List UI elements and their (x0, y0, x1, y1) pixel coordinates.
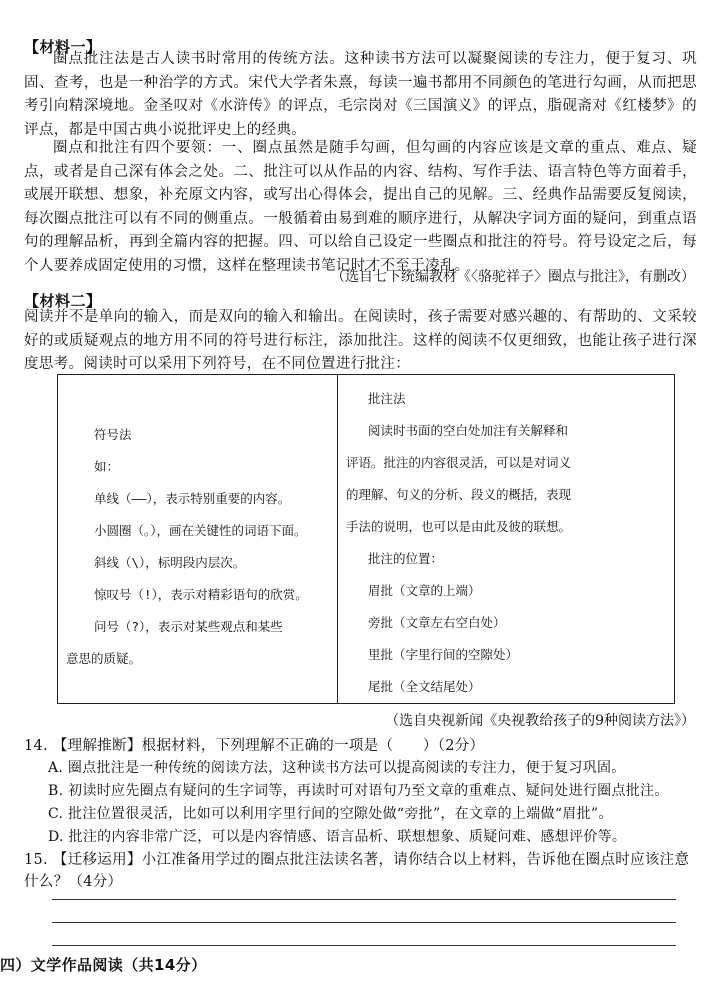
symbol-item: 问号（?），表示对某些观点和某些 (94, 619, 283, 634)
annotation-desc-line: 的理解、句义的分析、段义的概括，表现 (346, 487, 572, 502)
annotation-position-item: 尾批（全文结尾处） (368, 679, 481, 694)
annotation-position-item: 里批（字里行间的空隙处） (368, 647, 519, 662)
symbol-item: 小圆圈（。），画在关键性的词语下面。 (94, 523, 307, 538)
annotation-desc-line: 阅读时书面的空白处加注有关解释和 (368, 423, 569, 438)
answer-line[interactable] (52, 945, 676, 946)
annotation-desc-line: 手法的说明，也可以是由此及彼的联想。 (346, 519, 572, 534)
material2-source: （选自央视新闻《央视教给孩子的9种阅读方法》） (385, 713, 695, 729)
annotation-method-title: 批注法 (368, 391, 406, 406)
annotation-position-item: 眉批（文章的上端） (368, 583, 481, 598)
question-14-option-b[interactable]: B. 初读时应先圈点有疑问的生字词等，再读时可对语句乃至文章的重难点、疑问处进行圈点批注。 (48, 783, 669, 799)
material2-para: 阅读并不是单向的输入，而是双向的输入和输出。在阅读时，孩子需要对感兴趣的、有帮助的、文采较好的或质疑观点的地方用不同的符号进行标注，添加批注。这样的阅读不仅更细致，也能让孩子进行深度思考。阅读时可以采用下列符号，在不同位置进行批注： (24, 309, 697, 373)
material2-heading: 【材料二】 (24, 292, 102, 310)
material1-source: （选自七下统编教材《〈骆驼祥子〉圈点与批注》，有删改） (331, 269, 695, 285)
annotation-positions-title: 批注的位置： (368, 551, 444, 566)
material1-para1: 圈点批注法是古人读书时常用的传统方法。这种读书方法可以凝聚阅读的专注力，便于复习、巩固、查考，也是一种治学的方式。宋代大学者朱熹，每读一遍书都用不同颜色的笔进行勾画，从而把思考引向精深境地。金圣叹对《水浒传》的评点，毛宗岗对《三国演义》的评点，脂砚斋对《红楼梦》的评点，都是中国古典小说批评史上的经典。 (24, 51, 697, 138)
annotation-methods-table (57, 374, 675, 704)
question-15-stem-line2: 什么？（4分） (24, 874, 123, 890)
symbol-method-intro: 如： (94, 459, 120, 474)
symbol-item: 斜线（\），标明段内层次。 (94, 555, 246, 570)
annotation-desc-line: 评语。批注的内容很灵活，可以是对词义 (346, 455, 572, 470)
annotation-position-item: 旁批（文章左右空白处） (368, 615, 506, 630)
symbol-method-column (58, 375, 338, 703)
section-4-title: 四）文学作品阅读（共14分） (0, 956, 207, 974)
question-14-option-c[interactable]: C. 批注位置很灵活，比如可以利用字里行间的空隙处做“旁批”，在文章的上端做“眉批”。 (48, 806, 613, 822)
symbol-item-continuation: 意思的质疑。 (66, 651, 142, 666)
symbol-item: 惊叹号（!），表示对精彩语句的欣赏。 (94, 587, 308, 602)
question-14-option-d[interactable]: D. 批注的内容非常广泛，可以是内容情感、语言品析、联想想象、质疑问难、感想评价等。 (48, 829, 627, 845)
question-14-stem: 14. 【理解推断】根据材料，下列理解不正确的一项是（ ）（2分） (24, 738, 485, 754)
annotation-method-column (338, 375, 674, 703)
symbol-item: 单线（——），表示特别重要的内容。 (94, 491, 291, 506)
material1-heading: 【材料一】 (24, 38, 102, 56)
answer-line[interactable] (52, 922, 676, 923)
answer-line[interactable] (52, 899, 676, 900)
material1-para2: 圈点和批注有四个要领：一、圈点虽然是随手勾画，但勾画的内容应该是文章的重点、难点、疑点，或者是自己深有体会之处。二、批注可以从作品的内容、结构、写作手法、语言特色等方面着手，或展开联想、想象，补充原文内容，或写出心得体会，提出自己的见解。三、经典作品需要反复阅读，每次圈点批注可以有不同的侧重点。一般循着由易到难的顺序进行，从解决字词方面的疑问，到重点语句的理解品析，再到全篇内容的把握。四、可以给自己设定一些圈点和批注的符号。符号设定之后，每个人要养成固定使用的习惯，这样在整理读书笔记时才不至于凌乱。 (24, 140, 697, 274)
symbol-method-title: 符号法 (94, 427, 132, 442)
question-14-option-a[interactable]: A. 圈点批注是一种传统的阅读方法，这种读书方法可以提高阅读的专注力，便于复习巩固。 (48, 760, 626, 776)
question-15-stem-line1: 15. 【迁移运用】小江准备用学过的圈点批注法读名著，请你结合以上材料，告诉他在圈点时应该注意 (24, 852, 690, 868)
